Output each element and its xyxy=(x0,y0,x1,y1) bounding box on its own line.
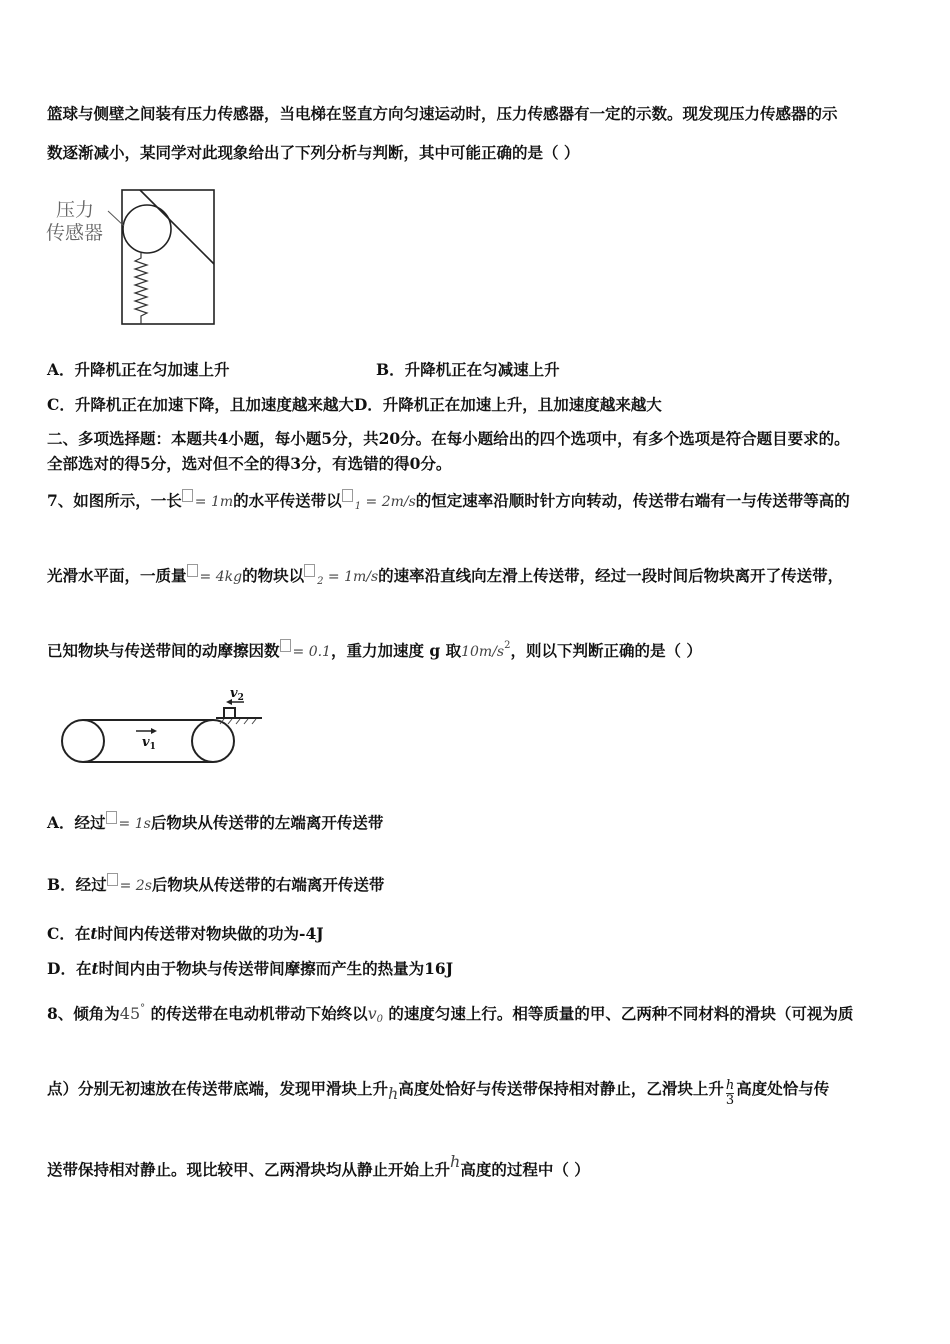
q7-l2-math1: = 4kg xyxy=(199,569,243,585)
v1-label: v xyxy=(142,735,150,750)
q8-v0-sub: 0 xyxy=(376,1014,383,1025)
q7-l2-math2: = 1m/s xyxy=(323,569,379,585)
q8-l1-a: 8、倾角为 xyxy=(47,1004,120,1023)
formula-placeholder-icon xyxy=(107,873,118,886)
q8-angle-deg: ° xyxy=(140,1003,146,1014)
basketball xyxy=(123,205,171,253)
q8-l2-b: 高度处恰好与传送带保持相对静止，乙滑块上升 xyxy=(398,1079,724,1098)
q7-option-b xyxy=(47,873,384,895)
formula-placeholder-icon xyxy=(280,639,291,652)
q7-l3-c: ，则以下判断正确的是（ ） xyxy=(510,641,702,660)
q7-l2-b: 的物块以 xyxy=(242,566,305,585)
q8-l3-b: 高度的过程中（ ） xyxy=(460,1160,590,1179)
formula-placeholder-icon xyxy=(304,564,315,577)
section2-line2: 全部选对的得5分，选对但不全的得3分，有选错的得0分。 xyxy=(47,454,452,473)
q8-l3-a: 送带保持相对静止。现比较甲、乙两滑块均从静止开始上升 xyxy=(47,1160,451,1179)
q6-option-c: C．升降机正在加速下降，且加速度越来越大 xyxy=(47,395,354,414)
q6-option-a: A．升降机正在匀加速上升 xyxy=(47,360,230,379)
q7-line2 xyxy=(47,564,843,587)
q7-opt-b-pre: B．经过 xyxy=(47,875,107,894)
q7-opt-d-t: t xyxy=(91,959,99,978)
q6-option-b: B．升降机正在匀减速上升 xyxy=(376,360,560,379)
svg-text:v2 xyxy=(230,686,244,703)
spring xyxy=(135,253,147,324)
svg-text:v1 xyxy=(142,735,156,752)
v2-label-sub: 2 xyxy=(237,693,244,703)
v1-label-sub: 1 xyxy=(149,742,156,752)
v1-arrow-head xyxy=(151,728,157,734)
q7-opt-b-post: 后物块从传送带的右端离开传送带 xyxy=(151,875,385,894)
formula-placeholder-icon xyxy=(106,811,117,824)
q7-l1-c: 的恒定速率沿顺时针方向转动，传送带右端有一与传送带等高的 xyxy=(415,491,850,510)
q7-opt-c-pre: C．在 xyxy=(47,924,91,943)
q7-l3-math2: 10m/s xyxy=(461,644,505,660)
q7-l2-math2-sub: 2 xyxy=(317,576,324,587)
q7-l1-b: 的水平传送带以 xyxy=(233,491,342,510)
q7-l1-math2-sub: 1 xyxy=(354,501,362,512)
formula-placeholder-icon xyxy=(187,564,198,577)
q8-line2 xyxy=(47,1077,829,1108)
q6-option-d: D．升降机正在加速上升，且加速度越来越大 xyxy=(353,395,662,414)
q7-opt-a-pre: A．经过 xyxy=(47,813,106,832)
elevator-box xyxy=(122,190,214,324)
figure-label-line1: 压力 xyxy=(56,199,95,221)
q7-l3-a: 已知物块与传送带间的动摩擦因数 xyxy=(47,641,280,660)
q6-figure xyxy=(42,186,222,328)
q7-opt-d-post: 时间内由于物块与传送带间摩擦而产生的热量为16J xyxy=(98,959,454,978)
q8-h2: h xyxy=(450,1152,461,1171)
q7-opt-b-math: = 2s xyxy=(119,878,152,894)
q7-l2-a: 光滑水平面，一质量 xyxy=(47,566,187,585)
v2-label: v xyxy=(230,686,238,701)
section2-line1: 二、多项选择题：本题共4小题，每小题5分，共20分。在每小题给出的四个选项中，有多个选项是符合题目要求的。 xyxy=(47,429,850,448)
q8-line3 xyxy=(47,1152,590,1180)
q7-l1-math2: = 2m/s xyxy=(361,494,416,510)
q8-frac-den: 3 xyxy=(725,1093,735,1108)
q8-h: h xyxy=(388,1084,399,1103)
q8-fraction xyxy=(726,1079,734,1108)
q8-frac-num: h xyxy=(725,1078,735,1093)
q7-opt-a-post: 后物块从传送带的左端离开传送带 xyxy=(150,813,384,832)
q7-opt-d-pre: D．在 xyxy=(47,959,92,978)
q7-opt-c-t: t xyxy=(90,924,98,943)
formula-placeholder-icon xyxy=(182,489,193,502)
q8-l2-c: 高度处恰与传 xyxy=(736,1079,830,1098)
q7-figure xyxy=(56,684,266,770)
q7-option-a xyxy=(47,811,383,833)
q7-l3-b: ，重力加速度 g 取 xyxy=(330,641,462,660)
q8-v0: v xyxy=(367,1004,377,1023)
q7-l1-a: 7、如图所示，一长 xyxy=(47,491,182,510)
block xyxy=(224,708,235,718)
q8-l1-b: 的传送带在电动机带动下始终以 xyxy=(150,1004,368,1023)
q7-option-c xyxy=(47,922,324,944)
q7-option-d xyxy=(47,957,453,979)
q7-line3 xyxy=(47,639,702,661)
q8-line1 xyxy=(47,1002,853,1025)
figure-label-line2: 传感器 xyxy=(46,222,104,244)
q7-l2-c: 的速率沿直线向左滑上传送带，经过一段时间后物块离开了传送带， xyxy=(378,566,844,585)
q7-l3-math2-exp: 2 xyxy=(504,640,511,651)
q7-line1 xyxy=(47,489,850,512)
q6-stem-line2: 数逐渐减小，某同学对此现象给出了下列分析与判断，其中可能正确的是（ ） xyxy=(47,143,580,162)
q8-l2-a: 点）分别无初速放在传送带底端，发现甲滑块上升 xyxy=(47,1079,389,1098)
formula-placeholder-icon xyxy=(342,489,353,502)
q7-l1-math1: = 1m xyxy=(194,494,234,510)
q7-opt-a-math: = 1s xyxy=(118,816,151,832)
left-roller xyxy=(62,720,104,762)
q8-l1-c: 的速度匀速上行。相等质量的甲、乙两种不同材料的滑块（可视为质 xyxy=(388,1004,854,1023)
q8-angle: 45 xyxy=(119,1004,141,1023)
q6-stem-line1: 篮球与侧壁之间装有压力传感器，当电梯在竖直方向匀速运动时，压力传感器有一定的示数。现发现压力传感器的示 xyxy=(47,104,838,123)
right-roller xyxy=(192,720,234,762)
q7-l3-math1: = 0.1 xyxy=(292,644,331,660)
q7-opt-c-post: 时间内传送带对物块做的功为-4J xyxy=(97,924,324,943)
q6-option-cd xyxy=(47,393,662,415)
